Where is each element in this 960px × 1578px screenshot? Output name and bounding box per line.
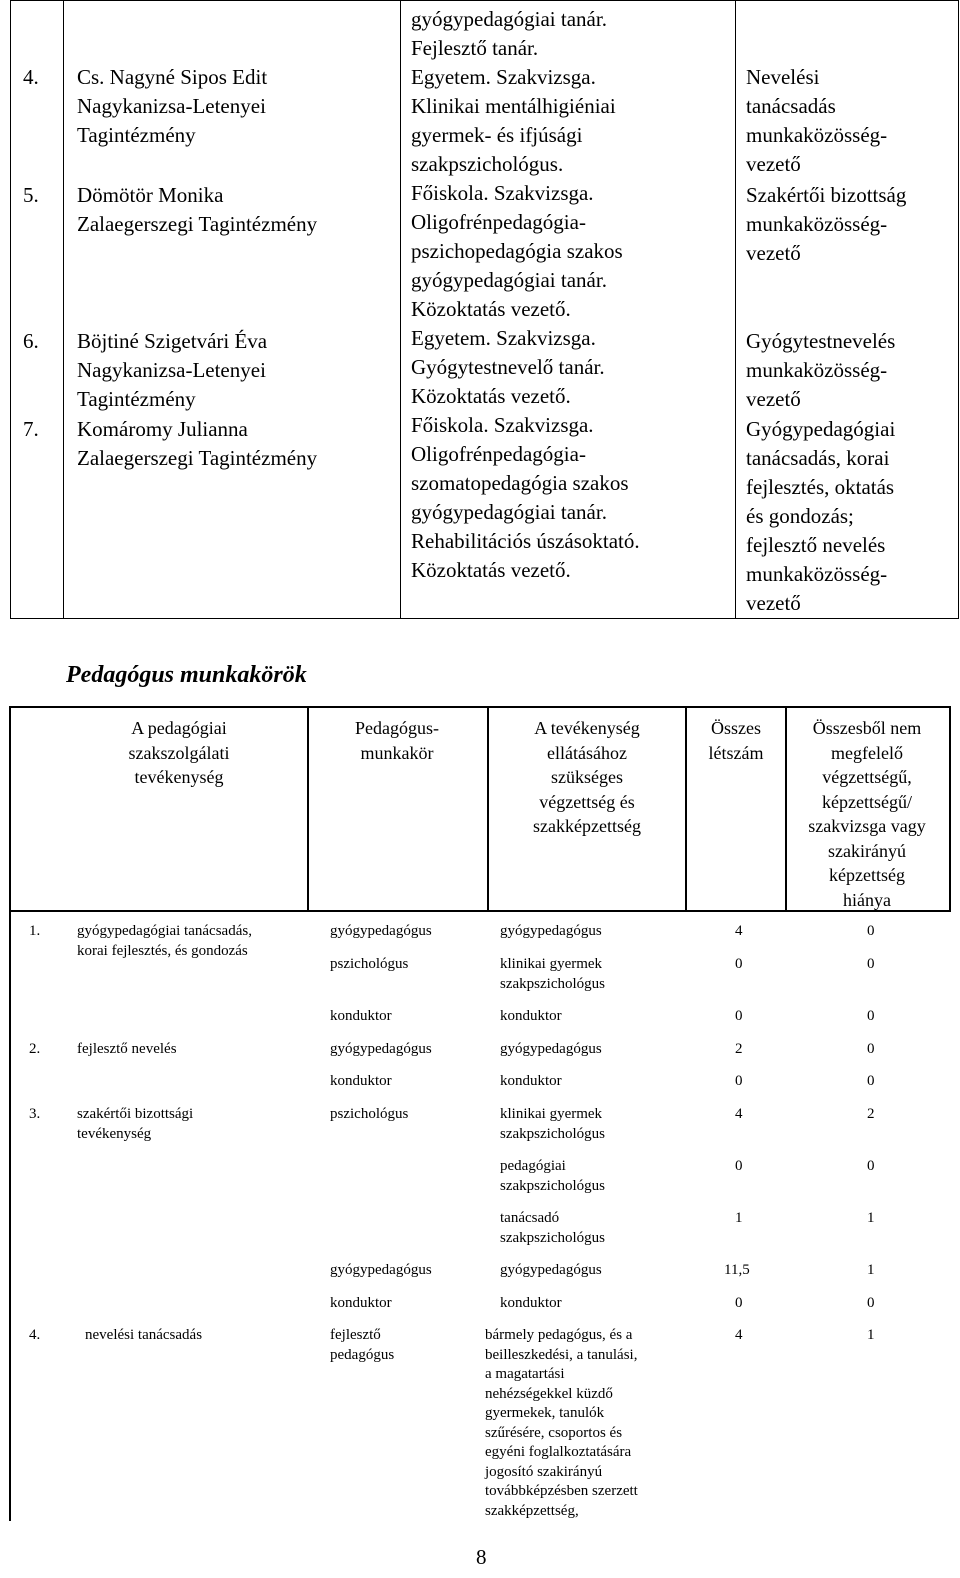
staff-name: Komáromy Julianna — [77, 417, 248, 441]
total-cell: 0 — [735, 1073, 743, 1089]
staff-table-row — [11, 1, 959, 619]
header-line: hiánya — [843, 889, 891, 910]
row-number: 5. — [23, 183, 39, 207]
role-line: tanácsadás — [746, 94, 836, 118]
role-entry — [746, 415, 958, 618]
role-line: vezető — [746, 387, 801, 411]
qualification-line: szűrésére, csoportos és — [485, 1424, 623, 1441]
qualification-line: továbbképzésben szerzett — [485, 1483, 638, 1499]
missing-cell: 1 — [867, 1262, 875, 1278]
qualification-line: Főiskola. Szakvizsga. — [411, 413, 594, 437]
qualification-line: jogosító szakirányú — [485, 1463, 603, 1480]
header-missing — [787, 716, 947, 912]
role-line: fejlesztés, oktatás — [746, 475, 895, 499]
header-total — [687, 716, 785, 765]
column-divider — [949, 706, 951, 912]
role-line: Nevelési — [746, 65, 820, 89]
row-number: 2. — [29, 1041, 41, 1057]
role-line: vezető — [746, 591, 801, 615]
row-number: 7. — [23, 417, 39, 441]
qualification-line: pszichopedagógia szakos — [411, 239, 623, 263]
qualification-line: gyógypedagógiai tanár. — [411, 268, 607, 292]
role-cell: gyógypedagógus — [330, 923, 432, 939]
header-line: végzettségű, — [822, 767, 912, 787]
row-number: 4. — [29, 1327, 41, 1343]
role-cell: gyógypedagógus — [330, 1262, 432, 1278]
missing-cell: 1 — [867, 1210, 875, 1226]
staff-entry — [77, 327, 400, 414]
role-line: munkaközösség- — [746, 562, 888, 586]
qualification-cell: gyógypedagógus — [500, 1262, 602, 1278]
header-line: képzettségű/ — [822, 791, 912, 812]
role-entry — [746, 327, 958, 414]
role-line: Gyógypedagógiai — [746, 417, 896, 441]
qualification-cell: gyógypedagógus — [500, 923, 602, 939]
qualification-line: klinikai gyermek — [500, 956, 603, 972]
page-number: 8 — [476, 1545, 487, 1569]
total-cell: 11,5 — [724, 1262, 750, 1278]
role-cell: konduktor — [330, 1008, 392, 1024]
qualification-line: Közoktatás vezető. — [411, 384, 571, 408]
header-line: Pedagógus- — [355, 718, 439, 738]
qualification-line: szakpszichológus — [500, 1177, 605, 1194]
missing-cell: 1 — [867, 1327, 875, 1343]
total-cell: 4 — [735, 1327, 743, 1343]
qualification-line: klinikai gyermek — [500, 1106, 603, 1122]
row-number: 6. — [23, 329, 39, 353]
total-cell: 0 — [735, 1008, 743, 1024]
section-heading: Pedagógus munkakörök — [66, 662, 307, 688]
name-column — [64, 1, 401, 619]
row-number: 4. — [23, 65, 39, 89]
qualification-line: szomatopedagógia szakos — [411, 471, 629, 495]
staff-entry — [77, 63, 400, 150]
activity-cell: nevelési tanácsadás — [85, 1327, 203, 1343]
qualification-line: Klinikai mentálhigiéniai — [411, 94, 616, 118]
qualification-line: szakpszichológus — [500, 975, 605, 992]
missing-cell: 0 — [867, 1295, 875, 1311]
role-cell: konduktor — [330, 1295, 392, 1311]
qualification-cell: gyógypedagógus — [500, 1041, 602, 1057]
number-column — [11, 1, 64, 619]
qualification-cell — [500, 1105, 605, 1144]
header-line: A tevékenység — [534, 718, 640, 738]
header-line: szakvizsga vagy — [808, 816, 926, 836]
activity-cell — [77, 922, 252, 961]
total-cell: 4 — [735, 1106, 743, 1122]
header-line: ellátásához — [547, 742, 627, 763]
role-line: fejlesztő nevelés — [746, 533, 886, 557]
missing-cell: 0 — [867, 1158, 875, 1174]
qualification-line: Egyetem. Szakvizsga. — [411, 65, 596, 89]
qualification-line: Rehabilitációs úszásoktató. — [411, 529, 640, 553]
table-border — [9, 706, 11, 1521]
total-cell: 0 — [735, 1295, 743, 1311]
role-column — [736, 1, 959, 619]
qualification-line: szakpszichológus — [500, 1229, 605, 1246]
total-cell: 2 — [735, 1041, 743, 1057]
qualification-line: gyógypedagógiai tanár. — [411, 7, 607, 31]
qualification-column — [401, 1, 736, 619]
header-line: szakirányú — [828, 840, 906, 861]
missing-cell: 0 — [867, 1073, 875, 1089]
role-entry — [746, 63, 958, 179]
role-line: munkaközösség- — [746, 123, 888, 147]
qualification-cell — [500, 1157, 605, 1196]
activity-line: korai fejlesztés, és gondozás — [77, 942, 248, 959]
header-line: Összesből nem — [812, 718, 922, 738]
staff-name: Cs. Nagyné Sipos Edit — [77, 65, 268, 89]
header-line: szakszolgálati — [128, 742, 230, 763]
missing-cell: 2 — [867, 1106, 875, 1122]
qualification-cell — [500, 955, 605, 994]
header-line: végzettség és — [539, 791, 635, 812]
activity-cell: fejlesztő nevelés — [77, 1041, 177, 1057]
qualification-cell: konduktor — [500, 1073, 562, 1089]
header-role — [309, 716, 485, 765]
header-line: megfelelő — [831, 742, 903, 763]
staff-unit: Nagykanizsa-Letenyei — [77, 358, 266, 382]
staff-name: Dömötör Monika — [77, 183, 224, 207]
qualification-line: gyermekek, tanulók — [485, 1405, 605, 1421]
staff-name: Böjtiné Szigetvári Éva — [77, 329, 268, 353]
activity-line: szakértői bizottsági — [77, 1106, 194, 1122]
qualification-line: Fejlesztő tanár. — [411, 36, 539, 60]
qualification-line: Főiskola. Szakvizsga. — [411, 181, 594, 205]
role-line: vezető — [746, 241, 801, 265]
activity-cell — [77, 1105, 193, 1144]
staff-entry — [77, 415, 400, 473]
staff-unit: Nagykanizsa-Letenyei — [77, 94, 266, 118]
qualification-line: gyógypedagógiai tanár. — [411, 500, 607, 524]
header-line: képzettség — [829, 865, 905, 885]
role-line: vezető — [746, 152, 801, 176]
qualification-line: egyéni foglalkoztatására — [485, 1444, 632, 1460]
role-cell: gyógypedagógus — [330, 1041, 432, 1057]
qualification-line: a magatartási — [485, 1366, 565, 1382]
staff-unit: Zalaegerszegi Tagintézmény — [77, 446, 318, 470]
role-line: munkaközösség- — [746, 358, 888, 382]
row-number: 1. — [29, 923, 41, 939]
header-line: munkakör — [360, 742, 434, 763]
qualification-list — [411, 5, 735, 585]
row-number: 3. — [29, 1106, 41, 1122]
qualification-cell — [500, 1209, 605, 1248]
staff-entry — [77, 181, 400, 239]
total-cell: 4 — [735, 923, 743, 939]
role-cell: pszichológus — [330, 956, 409, 972]
qualification-line: Közoktatás vezető. — [411, 558, 571, 582]
total-cell: 0 — [735, 956, 743, 972]
role-line: és gondozás; — [746, 504, 854, 528]
header-line: A pedagógiai — [131, 718, 227, 738]
qualification-line: pedagógiai — [500, 1158, 566, 1174]
header-line: Összes — [711, 718, 761, 738]
qualification-line: Gyógytestnevelő tanár. — [411, 355, 605, 379]
missing-cell: 0 — [867, 1008, 875, 1024]
role-line: Szakértői bizottság — [746, 183, 907, 207]
activity-line: tevékenység — [77, 1125, 152, 1142]
qualification-line: szakpszichológus. — [411, 152, 564, 176]
header-line: létszám — [708, 742, 764, 763]
header-line: tevékenység — [134, 767, 224, 787]
activity-line: gyógypedagógiai tanácsadás, — [77, 923, 252, 939]
qualification-line: Oligofrénpedagógia- — [411, 442, 586, 466]
qualification-line: szakpszichológus — [500, 1125, 605, 1142]
header-line: szakképzettség — [533, 816, 641, 836]
qualification-line: nehézségekkel küzdő — [485, 1385, 613, 1402]
missing-cell: 0 — [867, 956, 875, 972]
qualification-line: bármely pedagógus, és a — [485, 1327, 633, 1343]
qualification-cell — [485, 1326, 638, 1521]
total-cell: 0 — [735, 1158, 743, 1174]
header-qualification — [489, 716, 685, 839]
role-line: munkaközösség- — [746, 212, 888, 236]
qualification-cell: konduktor — [500, 1008, 562, 1024]
role-line: pedagógus — [330, 1346, 395, 1363]
role-cell: konduktor — [330, 1073, 392, 1089]
table-border — [9, 706, 951, 708]
missing-cell: 0 — [867, 1041, 875, 1057]
missing-cell: 0 — [867, 923, 875, 939]
role-entry — [746, 181, 958, 268]
staff-unit: Tagintézmény — [77, 123, 196, 147]
staff-unit: Zalaegerszegi Tagintézmény — [77, 212, 318, 236]
staff-unit: Tagintézmény — [77, 387, 196, 411]
role-cell: pszichológus — [330, 1106, 409, 1122]
qualification-line: szakképzettség, — [485, 1502, 579, 1519]
staff-table — [10, 0, 959, 619]
qualification-line: Oligofrénpedagógia- — [411, 210, 586, 234]
qualification-line: Egyetem. Szakvizsga. — [411, 326, 596, 350]
header-activity — [69, 716, 289, 790]
total-cell: 1 — [735, 1210, 743, 1226]
qualification-line: beilleszkedési, a tanulási, — [485, 1346, 638, 1363]
qualification-line: gyermek- és ifjúsági — [411, 123, 583, 147]
role-cell — [330, 1326, 394, 1365]
qualification-line: tanácsadó — [500, 1210, 560, 1226]
role-line: fejlesztő — [330, 1327, 381, 1343]
qualification-cell: konduktor — [500, 1295, 562, 1311]
role-line: Gyógytestnevelés — [746, 329, 896, 353]
role-line: tanácsadás, korai — [746, 446, 890, 470]
qualification-line: Közoktatás vezető. — [411, 297, 571, 321]
role-table — [9, 706, 951, 1521]
header-line: szükséges — [551, 767, 623, 787]
